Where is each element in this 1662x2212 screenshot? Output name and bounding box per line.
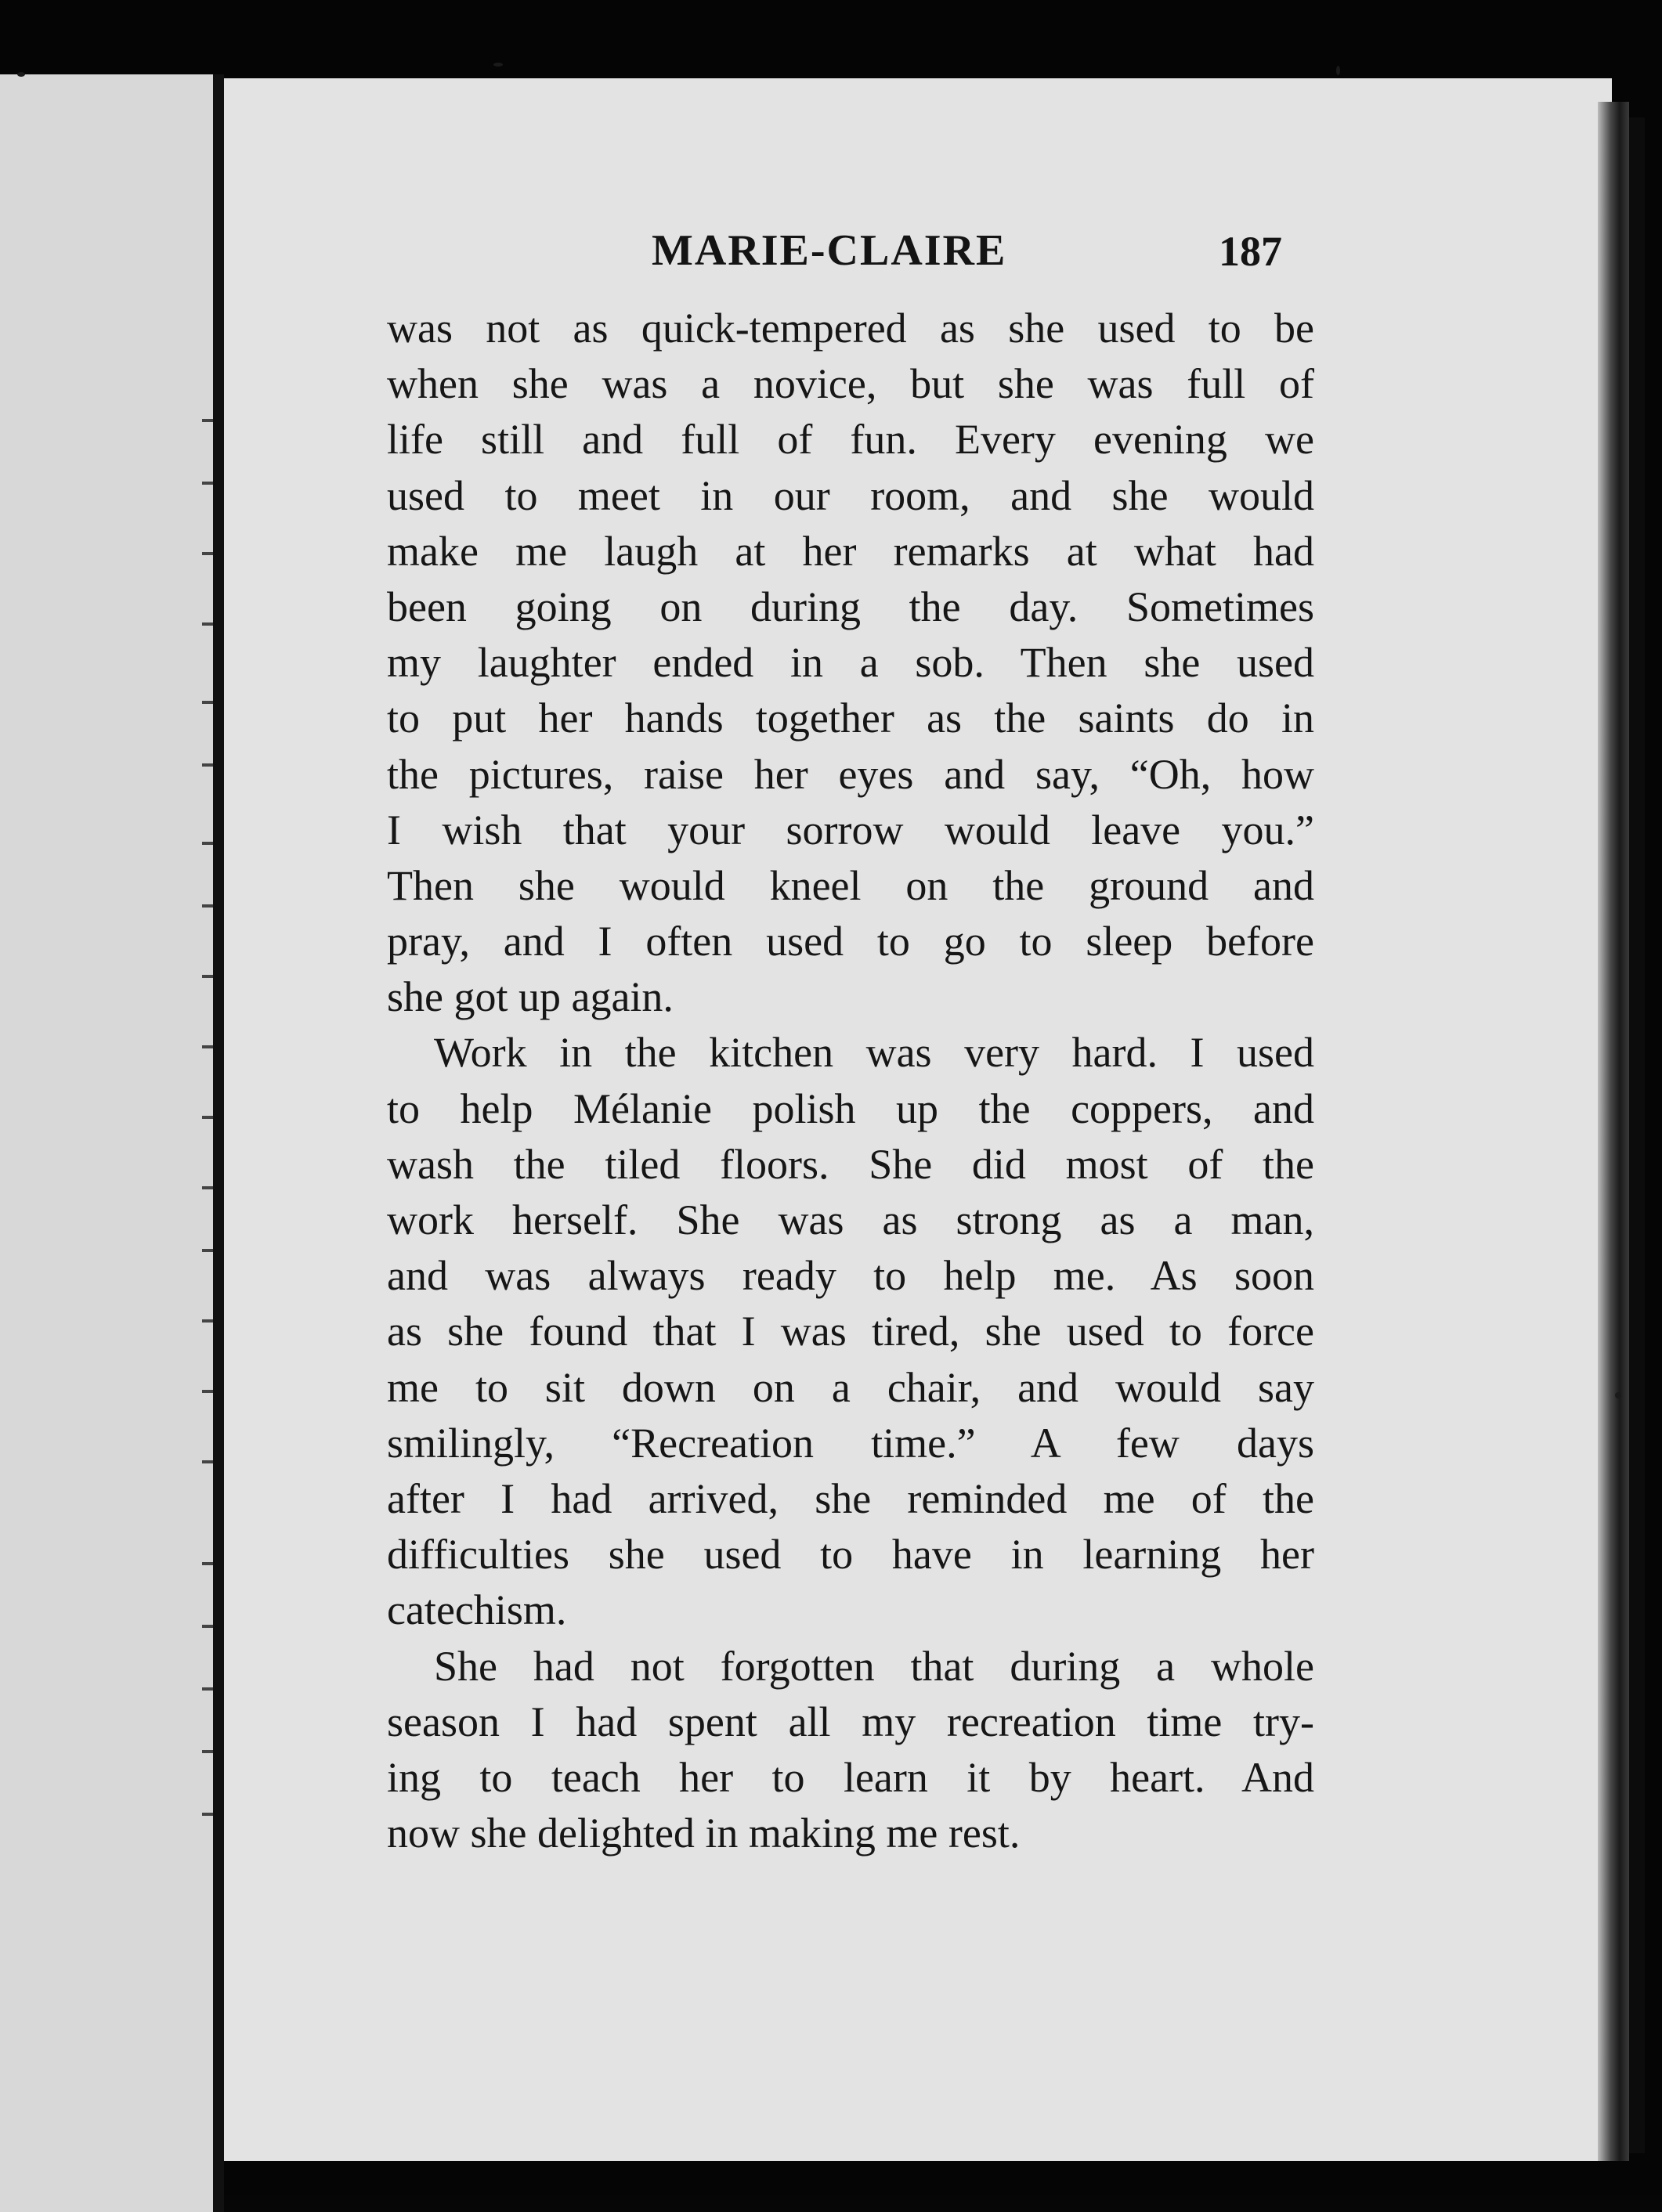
text-line: difficulties she used to have in learning her (387, 1531, 1314, 1579)
text-line: life still and full of fun. Every evening we (387, 416, 1314, 464)
text-line: ing to teach her to learn it by heart. And (387, 1753, 1314, 1801)
body-text (387, 301, 1314, 1861)
text-line: now she delighted in making me rest. (387, 1810, 1021, 1857)
text-line: after I had arrived, she reminded me of the (387, 1474, 1314, 1522)
text-line: catechism. (387, 1586, 567, 1634)
page-number: 187 (1219, 228, 1282, 275)
page-stack-shadow (1629, 117, 1645, 2153)
text-line: smilingly, “Recreation time.” A few days (387, 1419, 1314, 1467)
text-line: wash the tiled floors. She did most of the (387, 1140, 1314, 1188)
running-head (224, 226, 1612, 288)
text-line: make me laugh at her remarks at what had (387, 527, 1314, 575)
text-line: to put her hands together as the saints do in (387, 695, 1314, 742)
facing-page-letter-fragments (0, 74, 213, 2212)
text-line: used to meet in our room, and she would (387, 471, 1314, 519)
page-stack-edge (1598, 102, 1629, 2161)
text-line: season I had spent all my recreation time try- (387, 1698, 1314, 1745)
text-line: She had not forgotten that during a whole (434, 1642, 1314, 1690)
text-line: to help Mélanie polish up the coppers, and (387, 1084, 1314, 1132)
text-line: been going on during the day. Sometimes (387, 583, 1314, 630)
text-line: the pictures, raise her eyes and say, “Oh, how (387, 750, 1314, 798)
text-line: Work in the kitchen was very hard. I used (434, 1029, 1314, 1077)
text-line: as she found that I was tired, she used to force (387, 1308, 1314, 1355)
facing-page-edge (0, 74, 213, 2212)
text-line: I wish that your sorrow would leave you.” (387, 806, 1314, 853)
text-line: when she was a novice, but she was full of (387, 360, 1314, 408)
page-gutter (213, 74, 224, 2212)
text-line: my laughter ended in a sob. Then she used (387, 639, 1314, 687)
text-line: me to sit down on a chair, and would say (387, 1363, 1314, 1411)
text-line: work herself. She was as strong as a man, (387, 1196, 1314, 1243)
text-line: and was always ready to help me. As soon (387, 1252, 1314, 1300)
text-line: pray, and I often used to go to sleep before (387, 918, 1314, 965)
text-line: she got up again. (387, 973, 674, 1021)
text-line: Then she would kneel on the ground and (387, 861, 1314, 909)
text-line: was not as quick-tempered as she used to be (387, 305, 1314, 352)
running-title: MARIE-CLAIRE (652, 226, 1007, 275)
